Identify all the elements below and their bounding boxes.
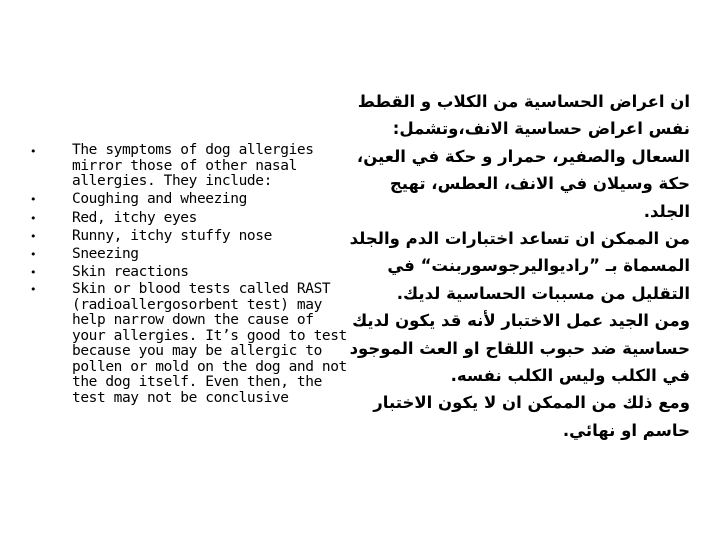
arabic-line: حساسية ضد حبوب اللقاح او العث الموجود [349, 338, 690, 358]
list-item-sneezing [28, 247, 348, 263]
bullet-icon: • [29, 145, 37, 158]
list-item-text: Sneezing [72, 245, 139, 262]
arabic-line: السعال والصفير، حمرار و حكة في العين، [356, 146, 690, 166]
list-item-skin-reactions [28, 265, 348, 281]
arabic-line: ومع ذلك من الممكن ان لا يكون الاختبار [373, 393, 690, 413]
english-bullet-list-column [28, 143, 348, 407]
arabic-line: الجلد. [643, 201, 690, 221]
arabic-paragraph [320, 88, 690, 444]
bullet-icon: • [29, 247, 37, 261]
arabic-line: حكة وسيلان في الانف، العطس، تهيج [389, 174, 690, 194]
list-item-text: The symptoms of dog allergies mirror those of other nasal allergies. They include: [72, 142, 314, 190]
bullet-icon: • [29, 211, 37, 225]
bullet-icon: • [29, 282, 37, 296]
list-item-runny-nose [28, 229, 348, 245]
bullet-icon: • [29, 266, 37, 280]
list-item-red-eyes [28, 211, 348, 227]
bullet-icon: • [29, 193, 37, 207]
arabic-line: حاسم او نهائي. [562, 420, 690, 440]
bullet-icon: • [29, 229, 37, 243]
arabic-line: من الممكن ان تساعد اختبارات الدم والجلد [349, 229, 690, 249]
arabic-line: المسماة بـ ”راديواليرجوسوربنت“ في [387, 256, 690, 276]
arabic-line: ومن الجيد عمل الاختبار لأنه قد يكون لديك [352, 311, 690, 331]
symptom-list [28, 143, 348, 407]
list-item-text: Skin or blood tests called RAST (radioallergosorbent test) may help narrow down the cause of your allergies. It’s good to test because you may be allergic to pollen or mold on the dog and not the dog itself. Even then, the test may not be conclusive [72, 280, 347, 407]
arabic-line: ان اعراض الحساسية من الكلاب و القطط [357, 92, 690, 111]
list-item-text: Skin reactions [72, 264, 189, 281]
list-item-intro [28, 143, 348, 190]
list-item-text: Coughing and wheezing [72, 191, 247, 208]
list-item-text: Runny, itchy stuffy nose [72, 227, 272, 244]
arabic-line: في الكلب وليس الكلب نفسه. [450, 366, 690, 386]
list-item-rast-test [28, 282, 348, 407]
list-item-coughing [28, 192, 348, 208]
arabic-line: التقليل من مسببات الحساسية لديك. [396, 283, 690, 303]
list-item-text: Red, itchy eyes [72, 209, 197, 226]
arabic-line: نفس اعراض حساسية الانف،وتشمل: [392, 119, 690, 139]
